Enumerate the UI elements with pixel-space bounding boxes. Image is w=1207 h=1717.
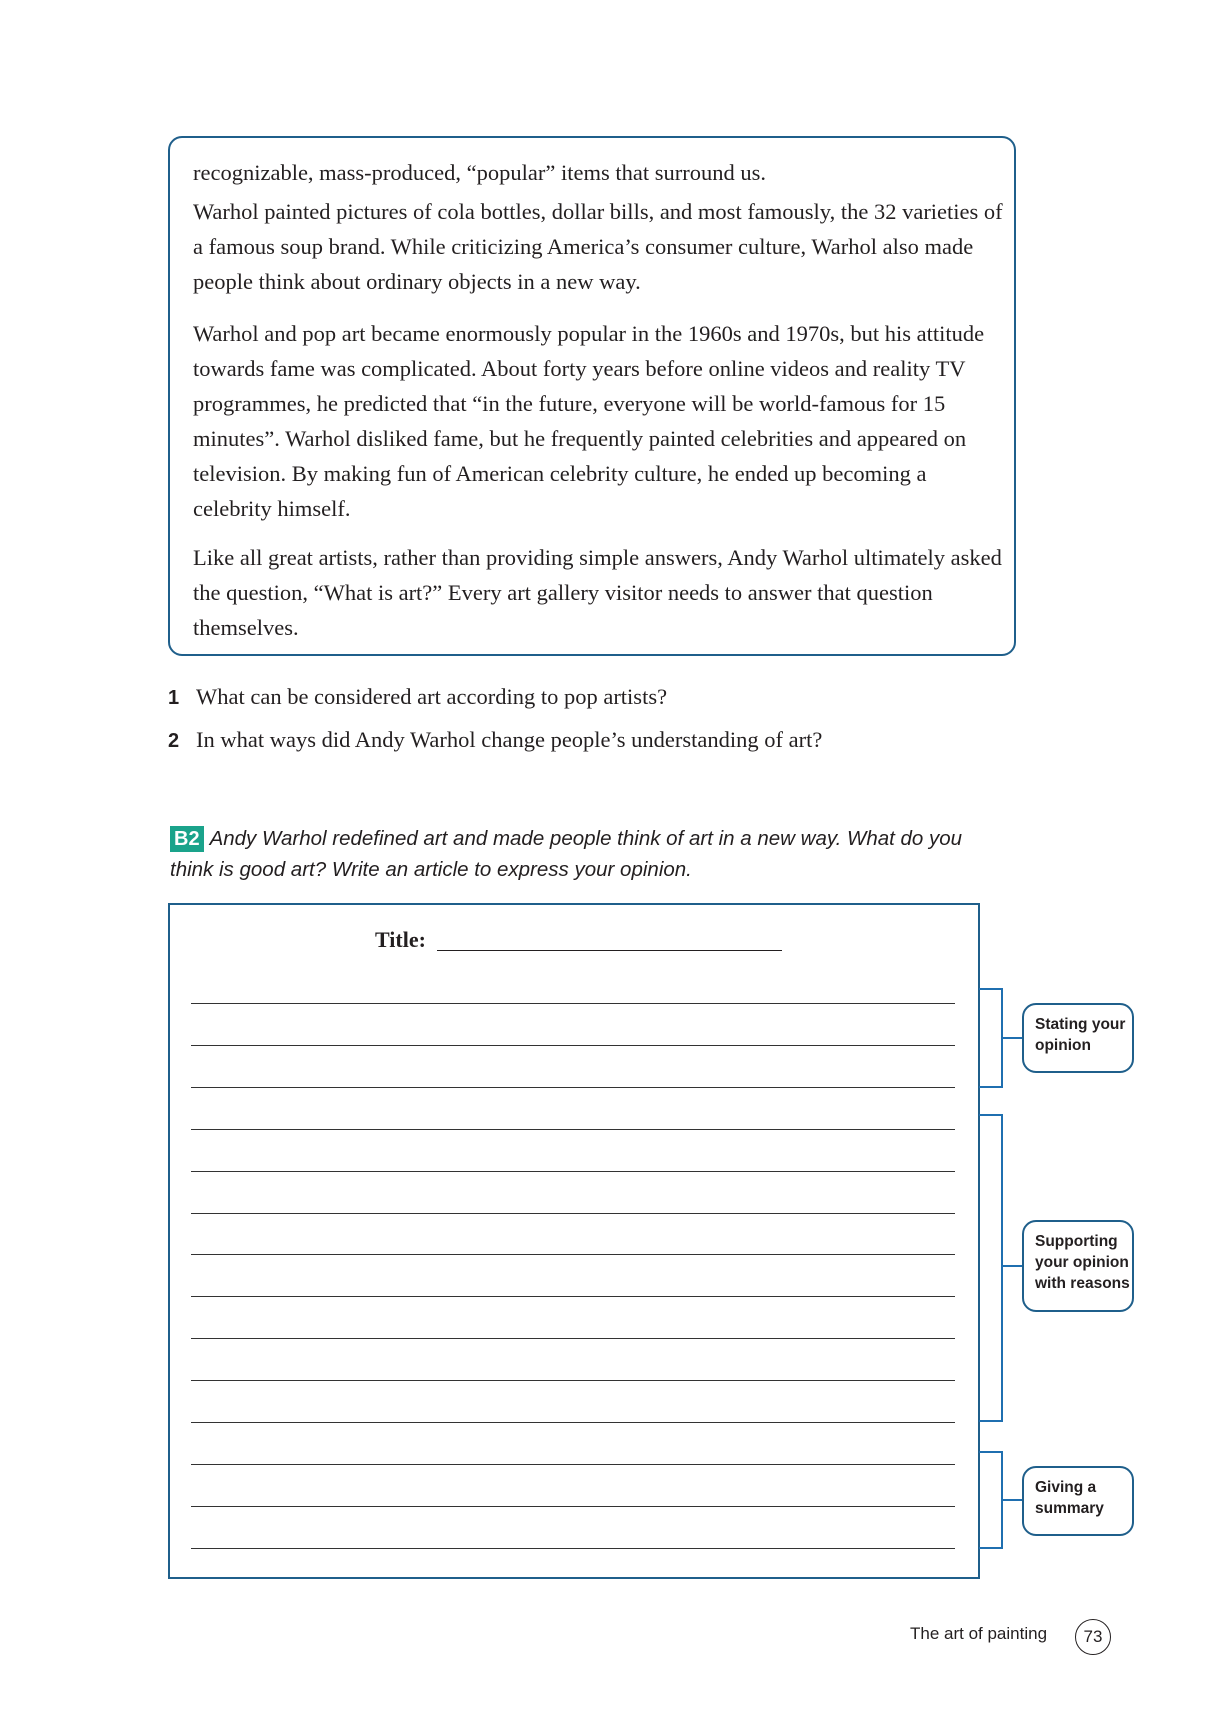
writing-line[interactable] <box>191 1380 955 1381</box>
writing-line[interactable] <box>191 1171 955 1172</box>
writing-line[interactable] <box>191 1338 955 1339</box>
bracket-connector <box>1003 1499 1022 1501</box>
writing-task-prompt <box>170 823 1000 885</box>
writing-line[interactable] <box>191 1506 955 1507</box>
task-text: Andy Warhol redefined art and made people think of art in a new way. What do you think is good art? Write an article to express your opinion. <box>170 827 963 881</box>
page-number: 73 <box>1075 1619 1111 1655</box>
bracket-opinion <box>979 988 1003 1088</box>
title-input-line[interactable] <box>437 950 782 951</box>
bracket-reasons <box>979 1114 1003 1422</box>
writing-line[interactable] <box>191 1548 955 1549</box>
question-text: In what ways did Andy Warhol change people’s understanding of art? <box>196 727 823 752</box>
question-item <box>168 682 667 713</box>
bracket-connector <box>1003 1037 1022 1039</box>
writing-line[interactable] <box>191 1045 955 1046</box>
writing-line[interactable] <box>191 1464 955 1465</box>
writing-line[interactable] <box>191 1422 955 1423</box>
guide-label-reasons: Supporting your opinion with reasons <box>1022 1220 1134 1312</box>
question-number: 2 <box>168 730 180 752</box>
writing-area[interactable] <box>168 903 980 1579</box>
guide-label-opinion: Stating your opinion <box>1022 1003 1134 1073</box>
reading-paragraph: Like all great artists, rather than providing simple answers, Andy Warhol ultimately asked the question, “What is art?” Every art gallery visitor needs to answer that question themselves. <box>193 545 1002 640</box>
question-item <box>168 725 822 756</box>
bracket-summary <box>979 1451 1003 1549</box>
writing-line[interactable] <box>191 1254 955 1255</box>
writing-line[interactable] <box>191 1003 955 1004</box>
reading-paragraph: recognizable, mass-produced, “popular” items that surround us. <box>193 160 766 185</box>
footer-section-title: The art of painting <box>910 1624 1048 1643</box>
writing-line[interactable] <box>191 1087 955 1088</box>
question-number: 1 <box>168 687 180 709</box>
title-label: Title: <box>375 927 426 952</box>
level-badge: B2 <box>170 826 204 852</box>
writing-line[interactable] <box>191 1296 955 1297</box>
question-text: What can be considered art according to pop artists? <box>196 684 668 709</box>
reading-passage-box <box>168 136 1016 656</box>
writing-line[interactable] <box>191 1129 955 1130</box>
writing-line[interactable] <box>191 1213 955 1214</box>
reading-paragraph: Warhol painted pictures of cola bottles, dollar bills, and most famously, the 32 varieties of a famous soup brand. While criticizing America’s consumer culture, Warhol also made people think about ordinary objects in a new way. <box>193 199 1003 294</box>
guide-label-summary: Giving a summary <box>1022 1466 1134 1536</box>
reading-paragraph: Warhol and pop art became enormously popular in the 1960s and 1970s, but his attitude towards fame was complicated. About forty years before online videos and reality TV programmes, he predicted that “in the future, everyone will be world-famous for 15 minutes”. Warhol disliked fame, but he frequently painted celebrities and appeared on television. By making fun of American celebrity culture, he ended up becoming a celebrity himself. <box>193 321 985 521</box>
bracket-connector <box>1003 1265 1022 1267</box>
